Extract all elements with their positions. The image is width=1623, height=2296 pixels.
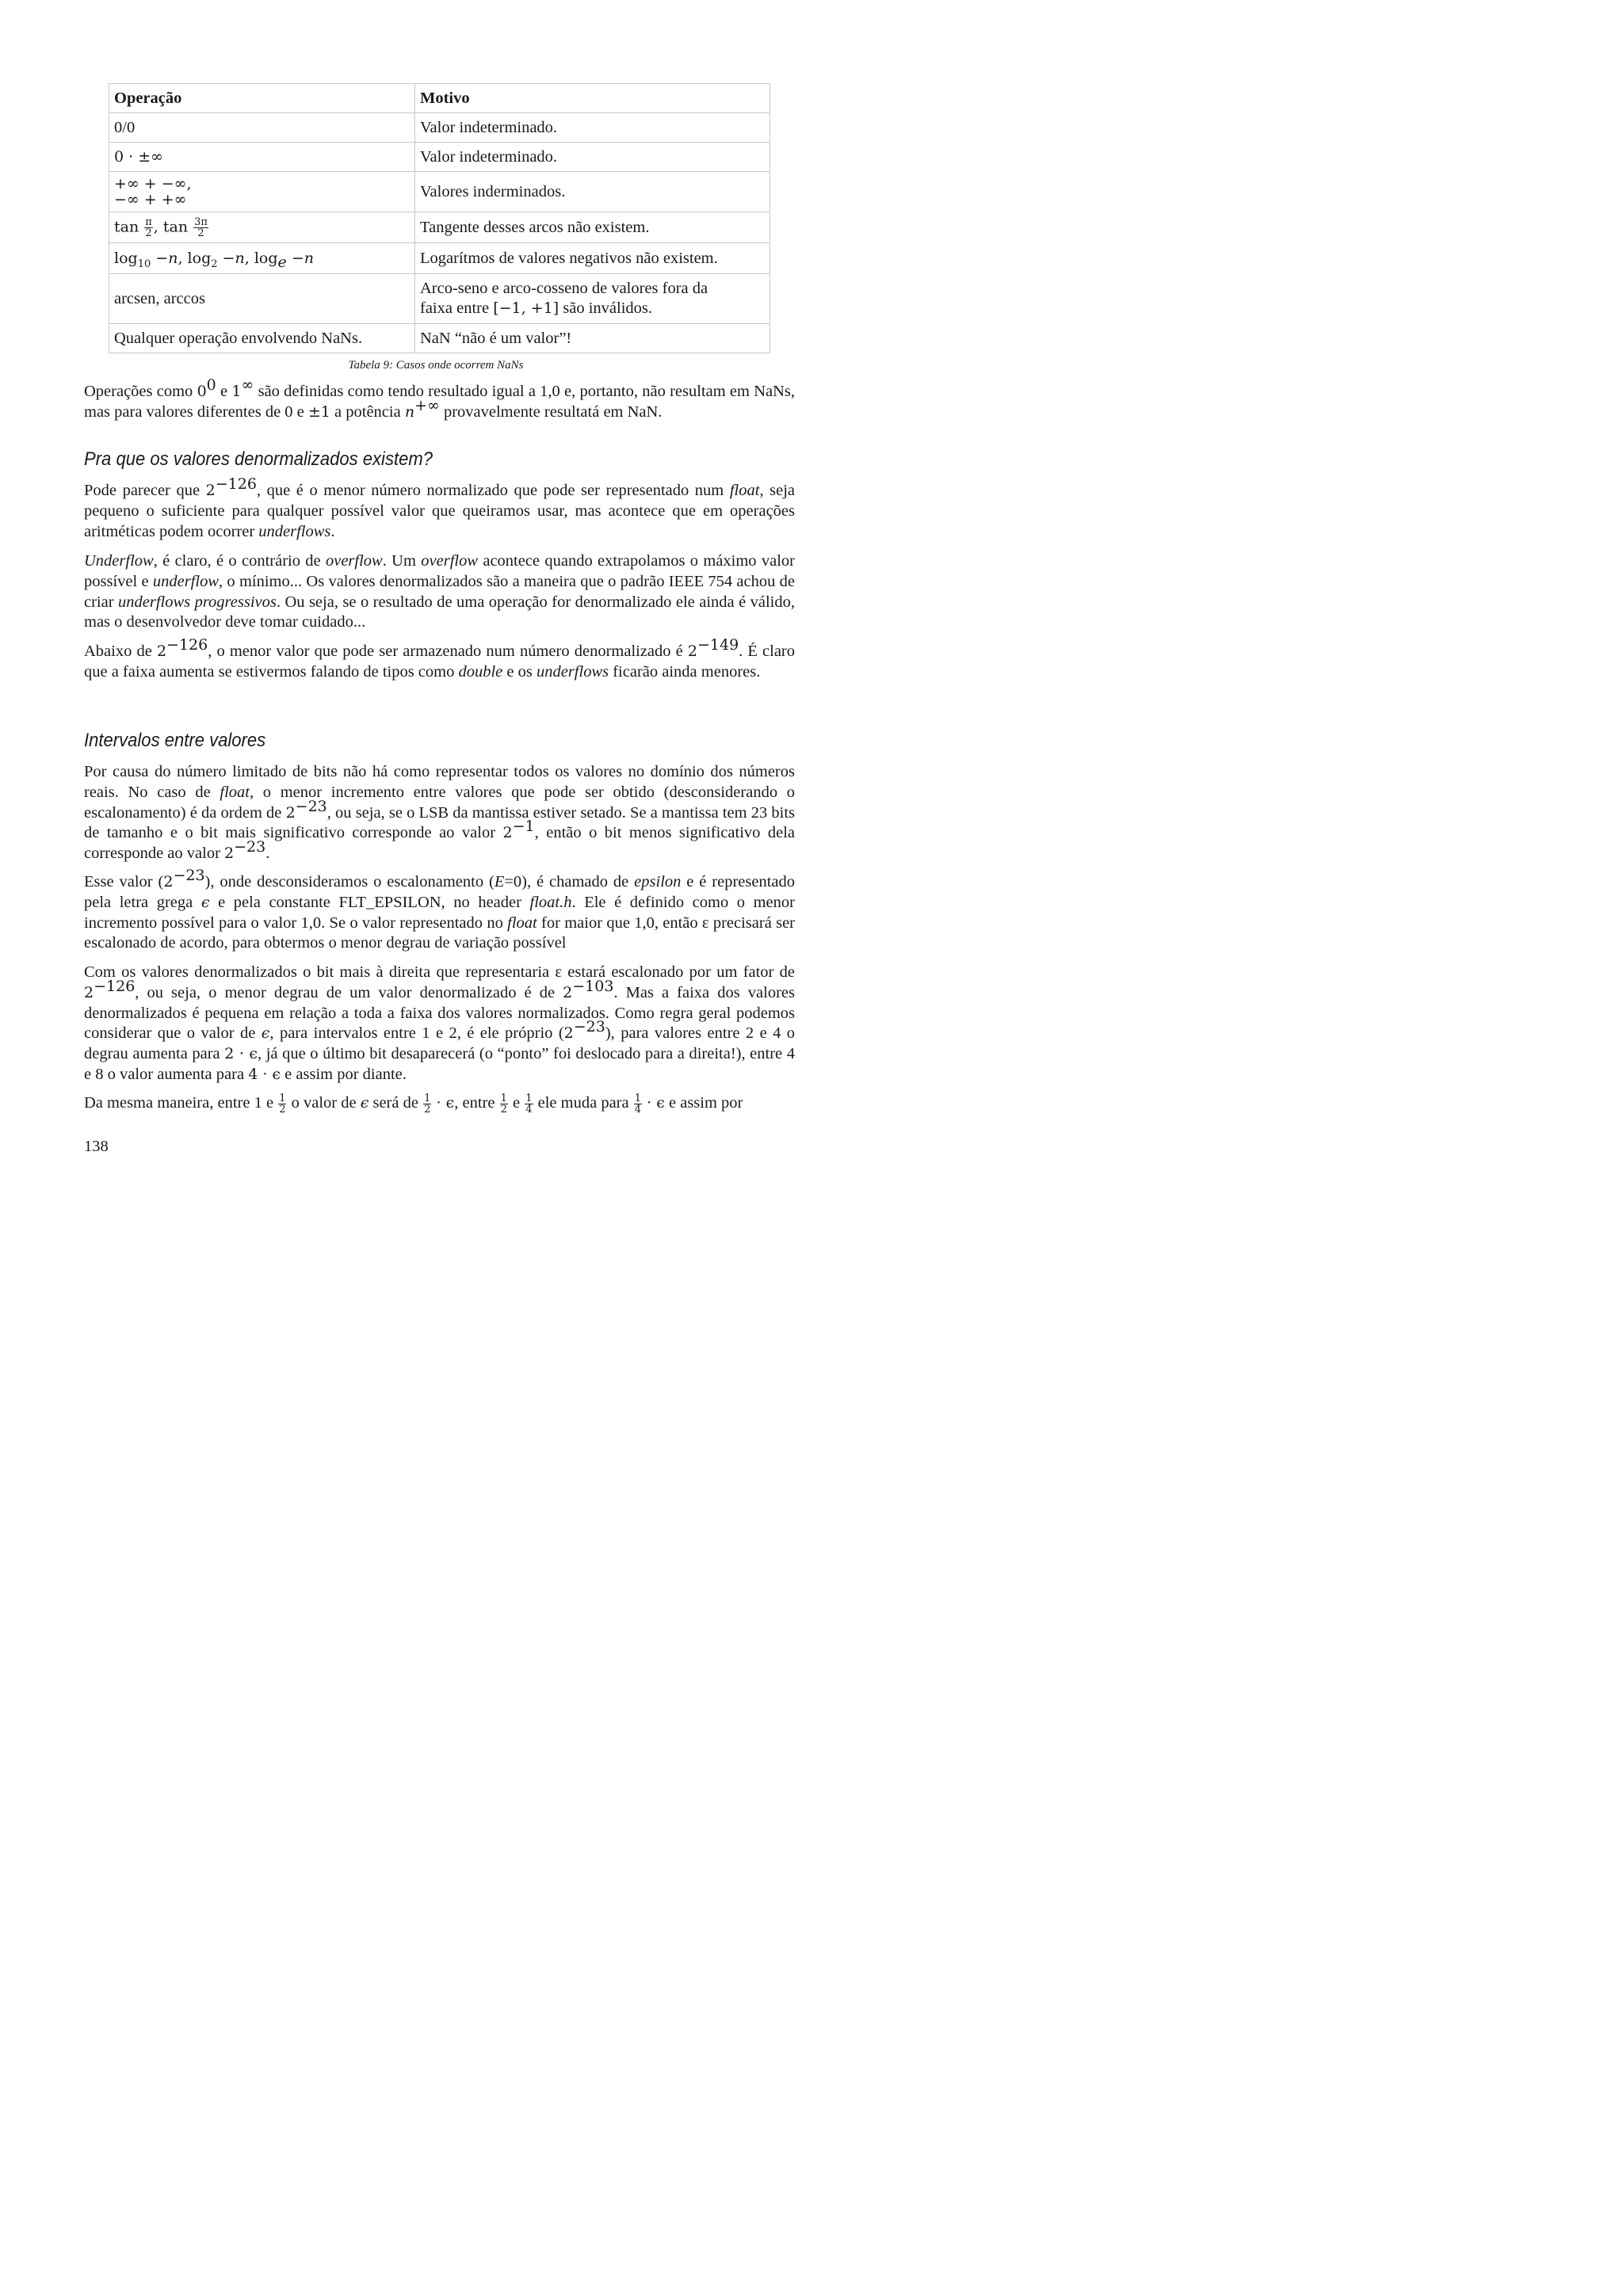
table-row — [109, 172, 770, 212]
page-number: 138 — [84, 1138, 109, 1155]
reason-cell: Tangente desses arcos não existem. — [415, 212, 770, 243]
operation-cell: $\log_{10} -n$, $\log_2 -n$, $\log_e -n$ — [109, 243, 415, 274]
paragraph-epsilon: Esse valor $(2^{-23})$, onde desconsideramos o escalonamento (E=0), é chamado de epsilon e é representado pela letra grega ϵ e pela constante FLT_EPSILON, no header float.h. Ele é definido como o menor incremento possível para o valor 1,0. Se o valor representado no float for maior que 1,0, então ε precisará ser escalonado de acordo, para obtermos o menor degrau de variação possível — [84, 867, 796, 952]
table-row — [109, 274, 770, 324]
fraction-1-2: $\frac{1}{2}$ — [279, 1093, 286, 1116]
section-heading-intervals: Intervalos entre valores — [84, 730, 266, 751]
paragraph-intervals: Por causa do número limitado de bits não há como representar todos os valores no domínio dos números reais. No caso de float, o menor incremento entre valores que pode ser obtido (desconsiderando o escalonamento) é da ordem de $2^{-23}$, ou seja, se o LSB da mantissa estiver setado. Se a mantissa tem 23 bits de tamanho e o bit mais significativo corresponde ao valor $2^{-1}$, então o bit menos significativo dela corresponde ao valor $2^{-23}$. — [84, 763, 796, 863]
paragraph-denormal-epsilon: Com os valores denormalizados o bit mais à direita que representaria ε estará escalonado por um fator de $2^{-126}$, ou seja, o menor degrau de um valor denormalizado é de $2^{-103}$. Mas a faixa dos valores denormalizados é pequena em relação a toda a faixa dos valores normalizados. Como regra geral podemos considerar que o valor de ϵ, para intervalos entre 1 e 2, é ele próprio $(2^{-23})$, para valores entre 2 e 4 o degrau aumenta para 2 · ϵ, já que o último bit desaparecerá (o “ponto” foi deslocado para a direita!), entre 4 e 8 o valor aumenta para 4 · ϵ e assim por diante. — [84, 963, 795, 1083]
reason-cell: Valor indeterminado. — [415, 143, 770, 172]
reason-cell: Arco-seno e arco-cosseno de valores fora da faixa entre [−1, +1] são inválidos. — [415, 274, 770, 324]
reason-cell: Logarítmos de valores negativos não existem. — [415, 243, 770, 274]
fraction-1-4: $\frac{1}{4}$ — [525, 1093, 533, 1116]
document-page — [0, 0, 872, 1233]
table-row — [109, 143, 770, 172]
table-caption: Tabela 9: Casos onde ocorrem NaNs — [348, 359, 524, 372]
fraction-3pi-over-2: $\frac{3\pi}{2}$ — [194, 215, 208, 239]
paragraph-underflow: Underflow, é claro, é o contrário de overflow. Um overflow acontece quando extrapolamos o máximo valor possível e underflow, o mínimo... Os valores denormalizados são a maneira que o padrão IEEE 754 achou de criar underflows progressivos. Ou seja, se o resultado de uma operação for denormalizado ele ainda é válido, mas o desenvolvedor deve tomar cuidado... — [84, 552, 795, 631]
operation-cell: arcsen, arccos — [109, 274, 415, 324]
reason-cell: NaN “não é um valor”! — [415, 324, 770, 353]
table-header-row — [109, 84, 770, 113]
operation-cell: 0 · ±∞ — [109, 143, 415, 172]
fraction-1-2: $\frac{1}{2}$ — [500, 1093, 507, 1116]
section-heading-denormalized: Pra que os valores denormalizados existem? — [84, 448, 433, 470]
operation-line-1: +∞ + −∞, — [114, 175, 192, 193]
tan-text: tan — [162, 218, 189, 235]
paragraph-denormalized-intro: Pode parecer que $2^{-126}$, que é o menor número normalizado que pode ser representado num float, seja pequeno o suficiente para qualquer possível valor que queiramos usar, mas acontece que em operações aritméticas podem ocorrer underflows. — [84, 475, 796, 540]
operation-cell: 0/0 — [109, 113, 415, 143]
reason-cell: Valor indeterminado. — [415, 113, 770, 143]
fraction-1-2: $\frac{1}{2}$ — [424, 1093, 431, 1116]
table-row — [109, 324, 770, 353]
paragraph-fractional-epsilon: Da mesma maneira, entre 1 e $\frac{1}{2}$ o valor de ϵ será de $\frac{1}{2}$ · ϵ, entre $\frac{1}{2}$ e $\frac{1}{4}$ ele muda para $\frac{1}{4}$ · ϵ e assim por — [84, 1093, 743, 1116]
nan-cases-table — [109, 83, 770, 353]
paragraph-nan-powers: Operações como $0^0$ e 1∞ são definidas como tendo resultado igual a 1,0 e, portanto, não resultam em NaNs, mas para valores diferentes de 0 e ±1 a potência n+∞ provavelmente resultatá em NaN. — [84, 376, 796, 421]
fraction-pi-over-2: $\frac{\pi}{2}$ — [145, 215, 152, 239]
tan-text: tan — [114, 218, 139, 235]
operation-cell: tan $\frac{\pi}{2}$ , tan $\frac{3\pi}{2}$ — [109, 212, 415, 243]
header-operacao: Operação — [109, 84, 415, 113]
header-motivo: Motivo — [415, 84, 770, 113]
reason-cell: Valores inderminados. — [415, 172, 770, 212]
operation-cell: Qualquer operação envolvendo NaNs. — [109, 324, 415, 353]
operation-line-2: −∞ + +∞ — [114, 191, 187, 208]
fraction-1-4: $\frac{1}{4}$ — [634, 1093, 642, 1116]
operation-cell — [109, 172, 415, 212]
table-row — [109, 212, 770, 243]
table-row — [109, 243, 770, 274]
table-row — [109, 113, 770, 143]
paragraph-denormal-range: Abaixo de $2^{-126}$, o menor valor que pode ser armazenado num número denormalizado é $2^{-149}$. É claro que a faixa aumenta se estivermos falando de tipos como double e os underflows ficarão ainda menores. — [84, 636, 796, 681]
